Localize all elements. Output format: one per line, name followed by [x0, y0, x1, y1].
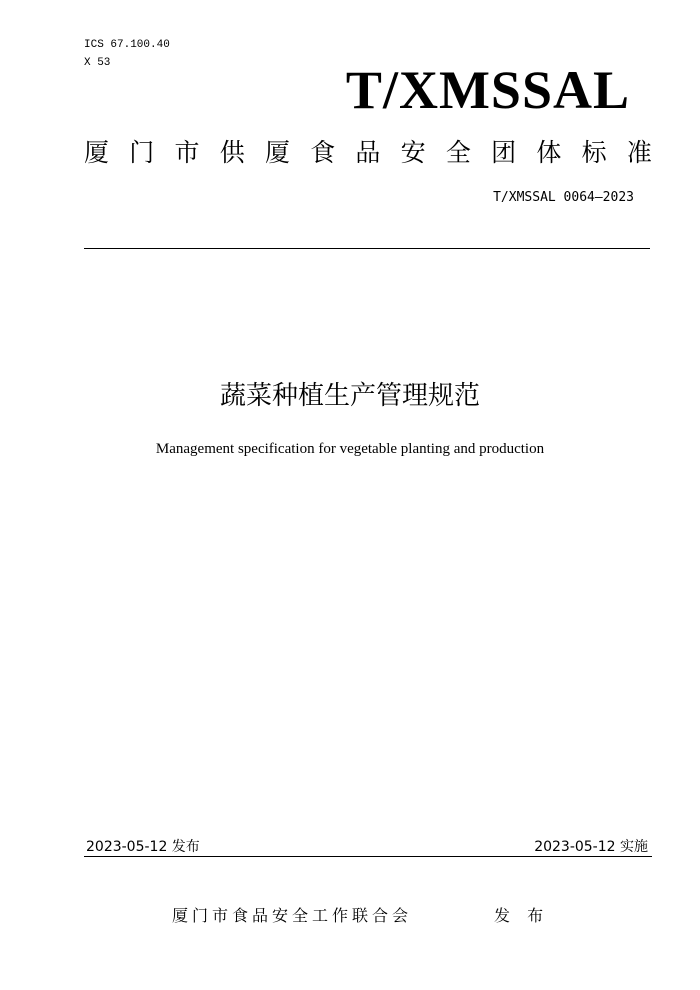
org-char: 全	[445, 138, 471, 167]
publish-date: 2023-05-12 发布	[86, 839, 200, 855]
class-code: X 53	[84, 57, 111, 69]
org-char: 体	[536, 138, 562, 167]
org-char: 厦	[264, 138, 290, 167]
document-subtitle-en: Management specification for vegetable planting and production	[155, 441, 545, 457]
issuer-name: 厦门市食品安全工作联合会	[172, 906, 413, 925]
org-char: 市	[174, 138, 200, 167]
org-char: 安	[400, 138, 426, 167]
org-char: 品	[355, 138, 381, 167]
ics-code: ICS 67.100.40	[84, 39, 170, 51]
standard-code: T/XMSSAL 0064—2023	[493, 190, 634, 205]
org-char: 食	[310, 138, 336, 167]
release-label: 发 布	[494, 906, 550, 925]
classification-block	[84, 36, 170, 72]
org-char: 团	[491, 138, 517, 167]
standard-logo: T/XMSSAL	[345, 60, 630, 120]
org-char: 供	[219, 138, 245, 167]
header-divider	[84, 248, 650, 249]
footer-divider	[84, 856, 652, 857]
org-char: 厦	[84, 138, 110, 167]
org-char: 标	[581, 138, 607, 167]
org-title	[84, 136, 652, 170]
document-title: 蔬菜种植生产管理规范	[219, 381, 480, 411]
org-char: 门	[129, 138, 155, 167]
implement-date: 2023-05-12 实施	[534, 839, 648, 855]
org-char: 准	[626, 138, 652, 167]
